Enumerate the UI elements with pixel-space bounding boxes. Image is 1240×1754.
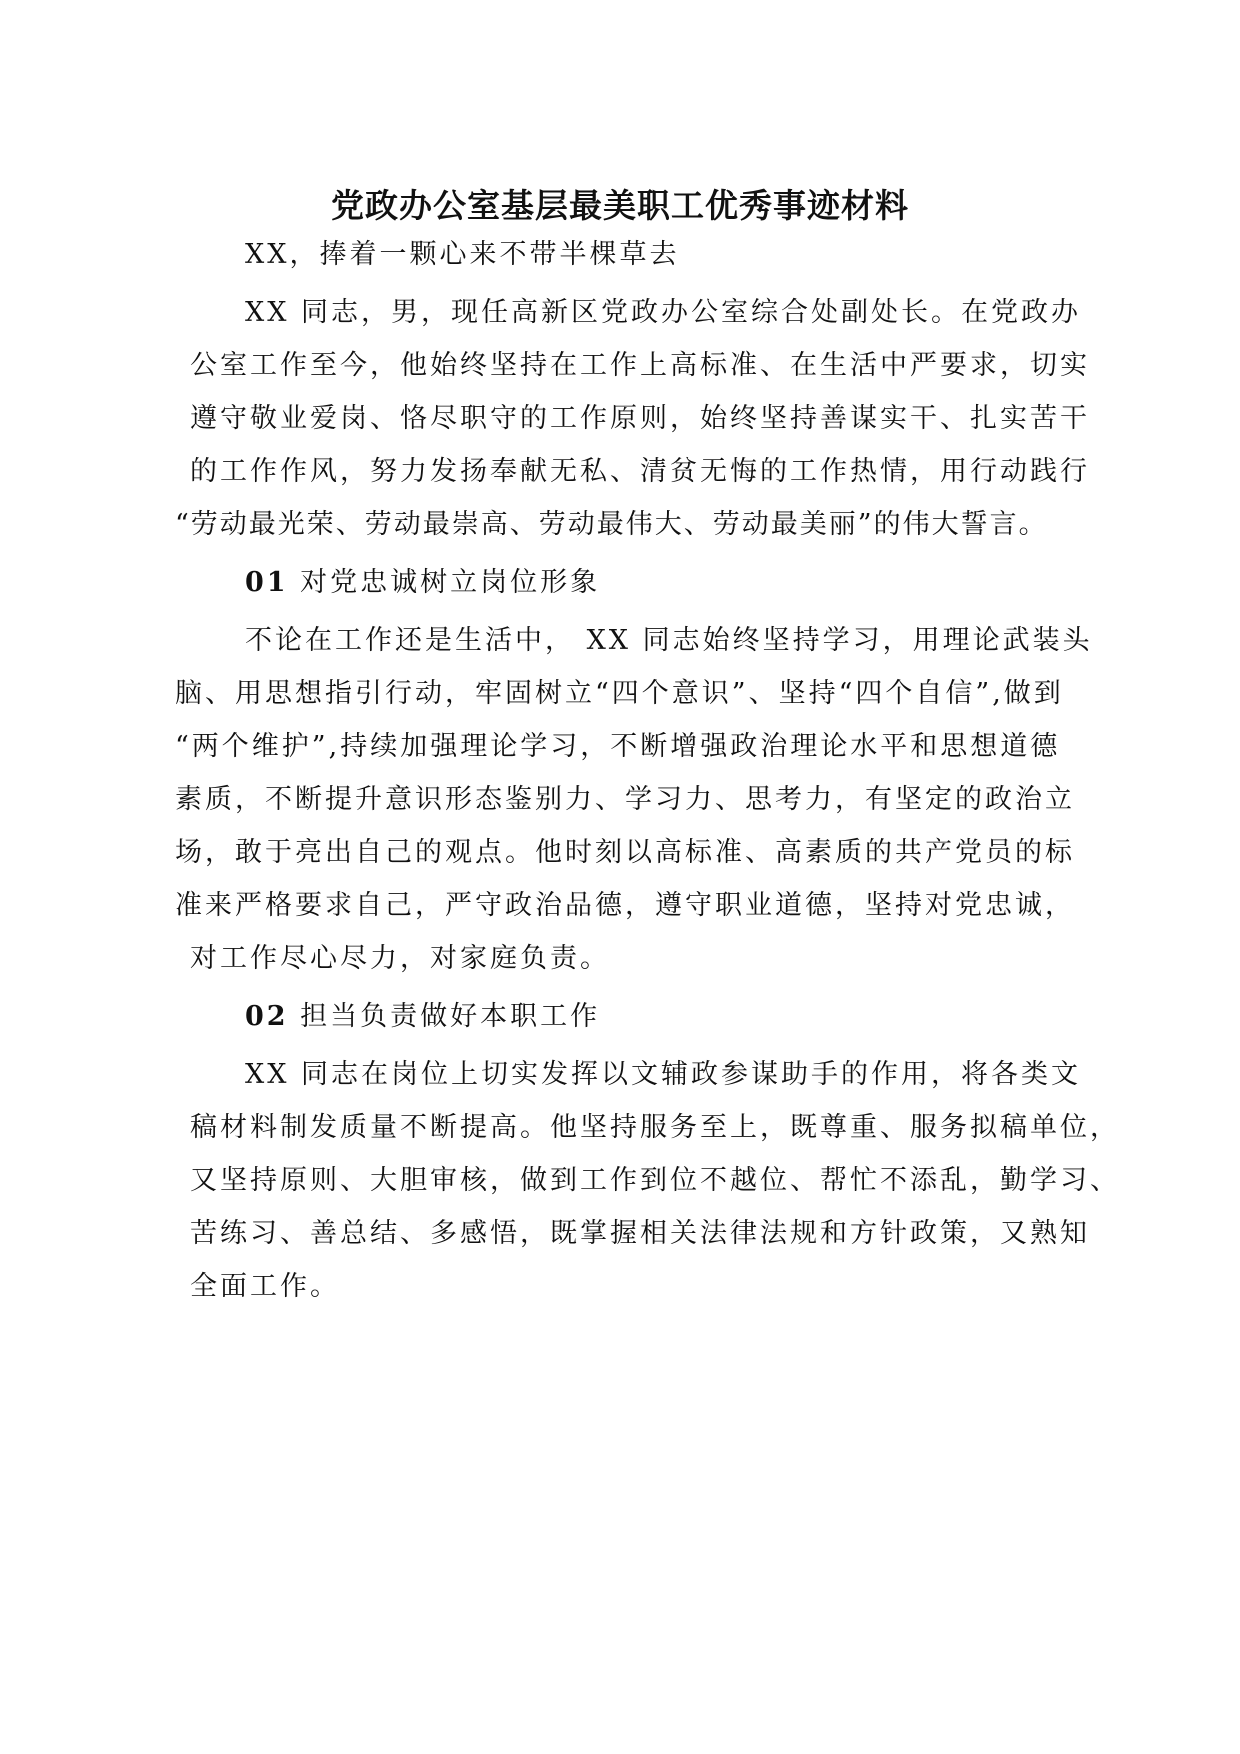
section-1-line-4: 素质，不断提升意识形态鉴别力、学习力、思考力，有坚定的政治立	[175, 784, 1075, 815]
section-2-line-2: 稿材料制发质量不断提高。他坚持服务至上，既尊重、服务拟稿单位，	[190, 1112, 1120, 1143]
document-title: 党政办公室基层最美职工优秀事迹材料	[331, 186, 909, 225]
section-2-heading-text: 担当负责做好本职工作	[300, 1001, 601, 1032]
section-2-line-3: 又坚持原则、大胆审核，做到工作到位不越位、帮忙不添乱，勤学习、	[190, 1165, 1120, 1196]
section-1-heading-text: 对党忠诚树立岗位形象	[300, 567, 601, 598]
section-2-line-5: 全面工作。	[190, 1271, 340, 1302]
intro-line-5: “劳动最光荣、劳动最崇高、劳动最伟大、劳动最美丽”的伟大誓言。	[175, 509, 1048, 540]
intro-line-3: 遵守敬业爱岗、恪尽职守的工作原则，始终坚持善谋实干、扎实苦干	[190, 403, 1090, 434]
section-2-heading	[245, 994, 600, 1033]
section-1-line-1: 不论在工作还是生活中， XX 同志始终坚持学习，用理论武装头	[245, 625, 1093, 656]
intro-line-4: 的工作作风，努力发扬奉献无私、清贫无悔的工作热情，用行动践行	[190, 456, 1090, 487]
section-1-line-2: 脑、用思想指引行动，牢固树立“四个意识”、坚持“四个自信”,做到	[175, 678, 1064, 709]
subtitle: XX，捧着一颗心来不带半棵草去	[245, 239, 680, 270]
section-2-line-1: XX 同志在岗位上切实发挥以文辅政参谋助手的作用，将各类文	[245, 1059, 1082, 1090]
section-1-line-3: “两个维护”,持续加强理论学习，不断增强政治理论水平和思想道德	[175, 731, 1061, 762]
section-1-heading	[245, 560, 600, 599]
section-2-line-4: 苦练习、善总结、多感悟，既掌握相关法律法规和方针政策，又熟知	[190, 1218, 1090, 1249]
section-1-line-6: 准来严格要求自己，严守政治品德，遵守职业道德，坚持对党忠诚，	[175, 890, 1075, 921]
intro-line-2: 公室工作至今，他始终坚持在工作上高标准、在生活中严要求，切实	[190, 350, 1090, 381]
section-1-line-5: 场，敢于亮出自己的观点。他时刻以高标准、高素质的共产党员的标	[175, 837, 1075, 868]
section-1-line-7: 对工作尽心尽力，对家庭负责。	[190, 943, 610, 974]
section-1-number: 01	[245, 567, 289, 598]
section-2-number: 02	[245, 1001, 289, 1032]
intro-line-1: XX 同志，男，现任高新区党政办公室综合处副处长。在党政办	[245, 297, 1082, 328]
